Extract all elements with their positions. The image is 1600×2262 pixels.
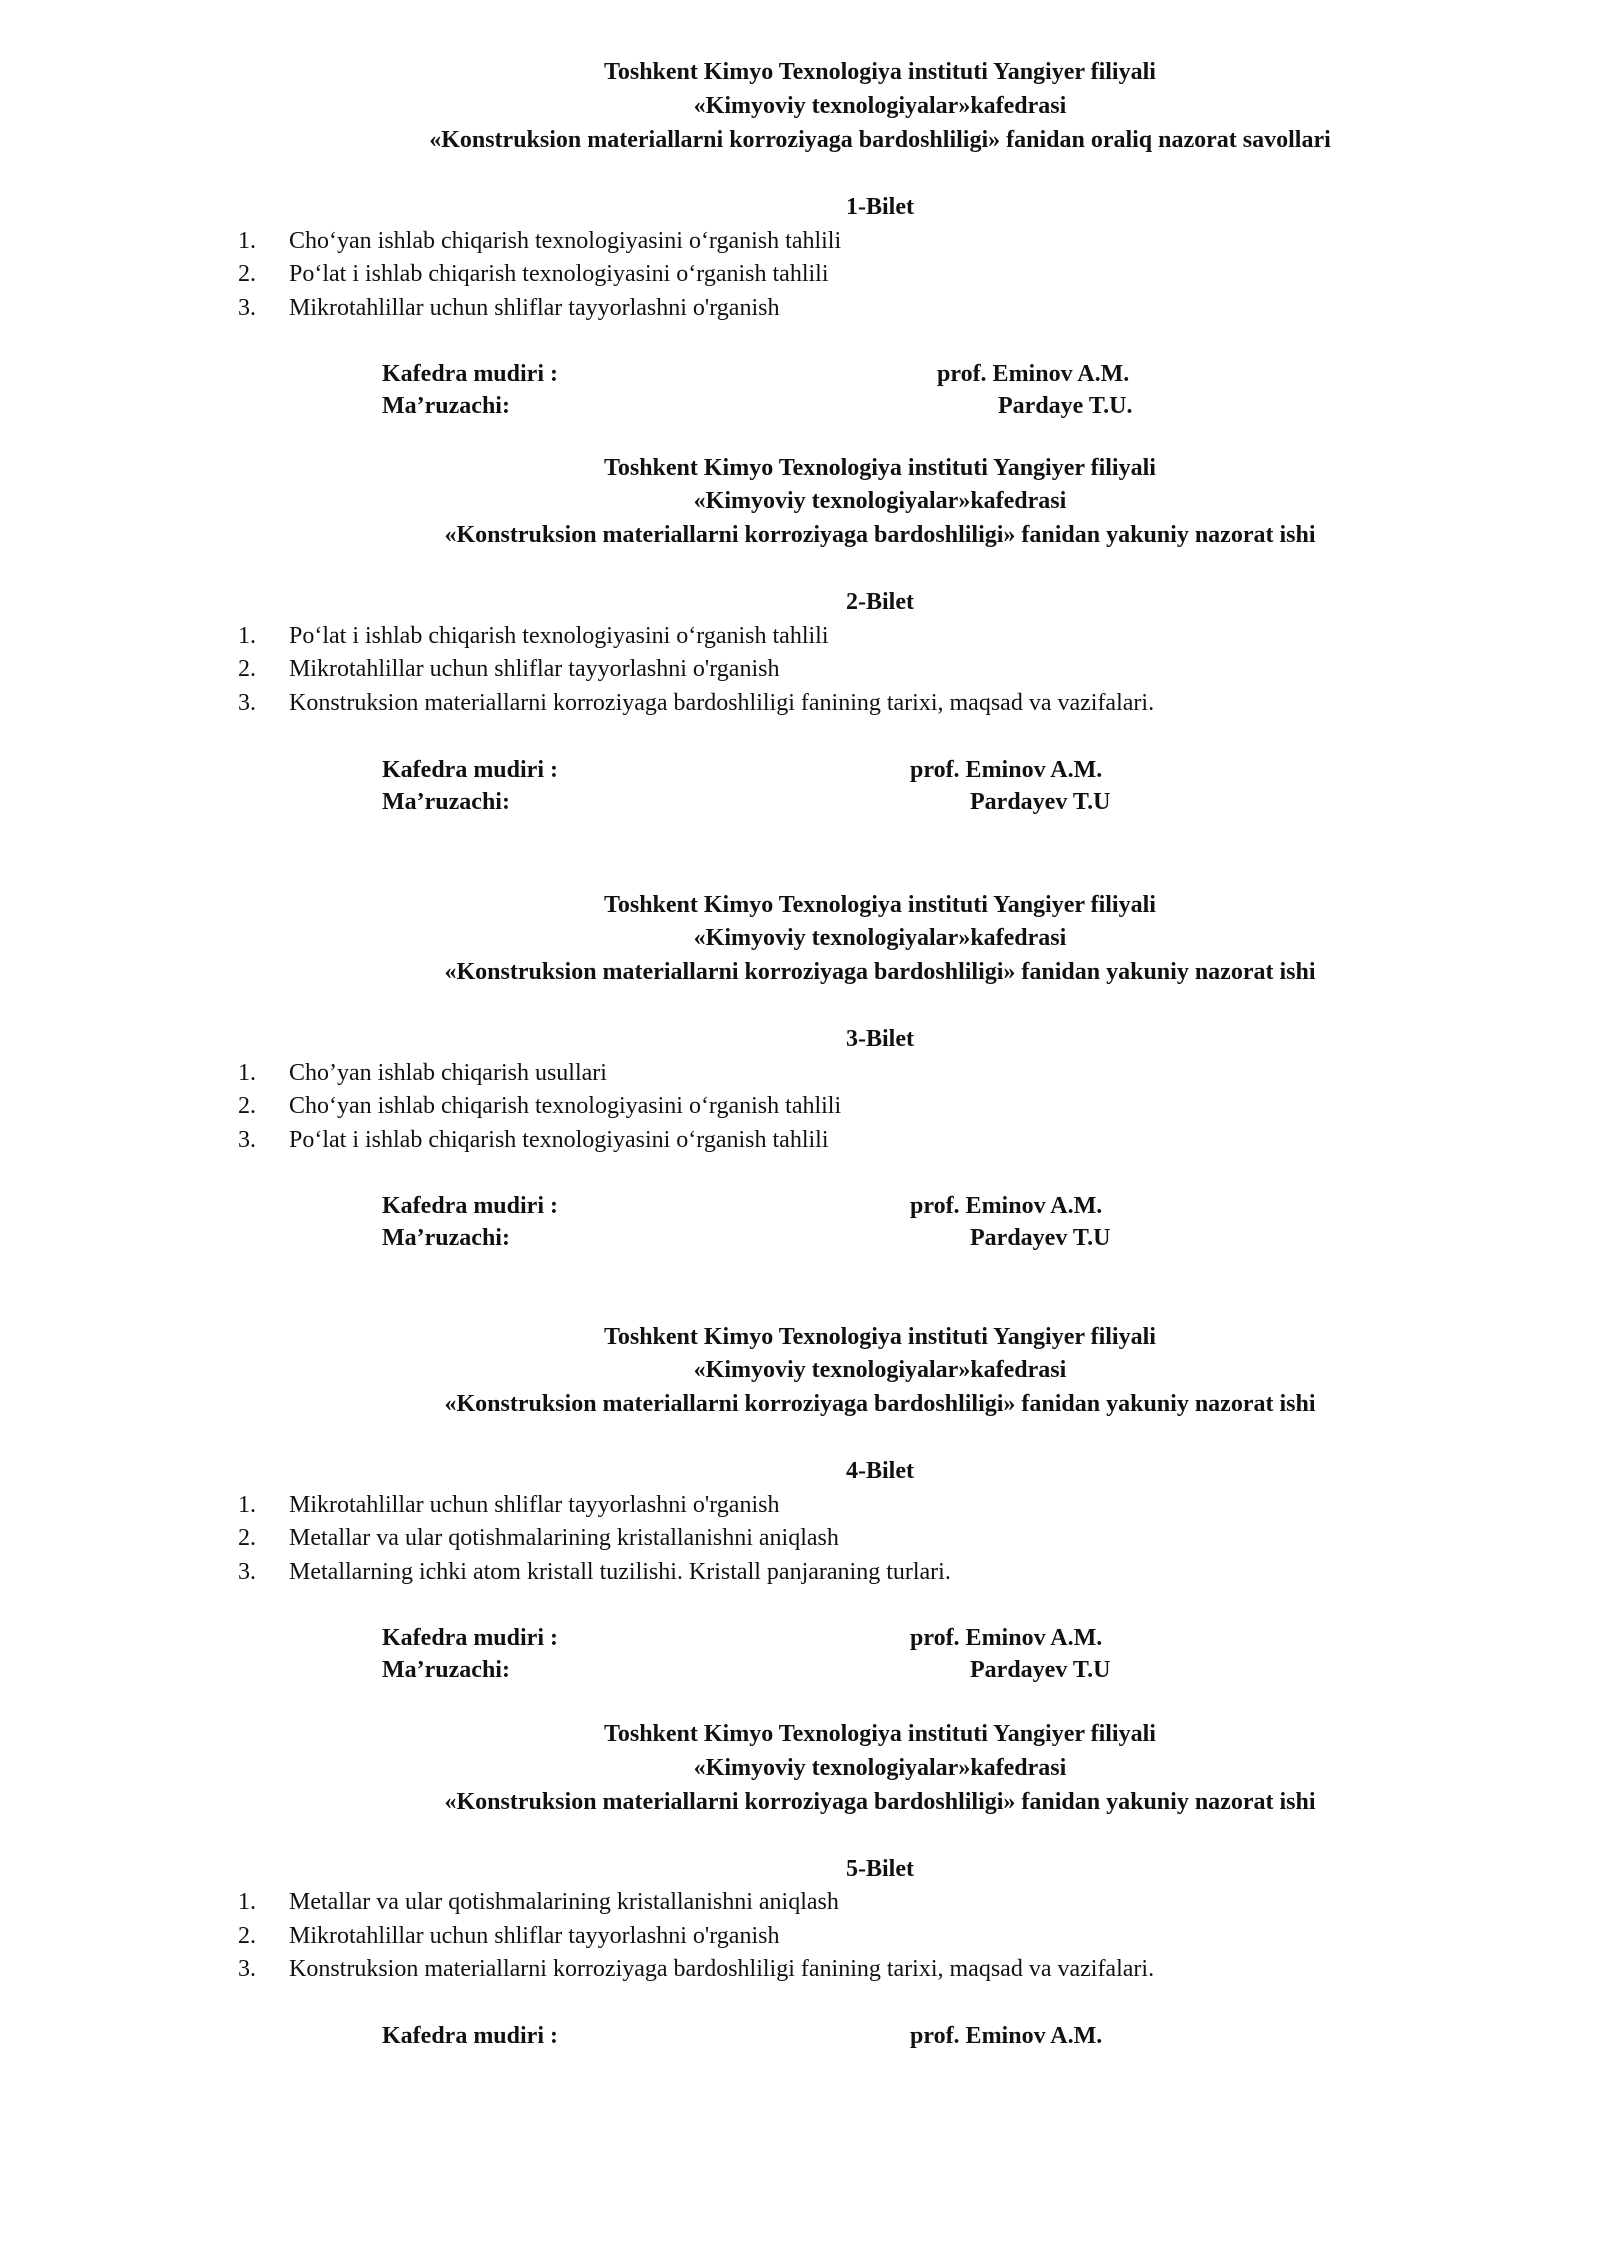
lecturer-label: Ma’ruzachi: bbox=[382, 789, 510, 815]
question-number: 3. bbox=[238, 1559, 256, 1585]
question-text: Cho‘yan ishlab chiqarish texnologiyasini o‘rganish tahlili bbox=[289, 228, 842, 254]
question-number: 3. bbox=[238, 295, 256, 321]
question-number: 2. bbox=[238, 1525, 256, 1551]
question-text: Metallar va ular qotishmalarining kristallanishni aniqlash bbox=[289, 1889, 839, 1915]
institute-title: Toshkent Kimyo Texnologiya instituti Yangiyer filiyali bbox=[604, 892, 1156, 918]
department-title: «Kimyoviy texnologiyalar»kafedrasi bbox=[693, 1357, 1067, 1383]
question-number: 2. bbox=[238, 656, 256, 682]
question-text: Po‘lat i ishlab chiqarish texnologiyasini o‘rganish tahlili bbox=[289, 261, 829, 287]
question-number: 1. bbox=[238, 228, 256, 254]
question-text: Konstruksion materiallarni korroziyaga bardoshliligi fanining tarixi, maqsad va vazifalari. bbox=[289, 690, 1155, 716]
head-of-department-label: Kafedra mudiri : bbox=[382, 2023, 558, 2049]
ticket-title: 5-Bilet bbox=[846, 1856, 914, 1882]
question-number: 2. bbox=[238, 261, 256, 287]
lecturer-name: Pardaye T.U. bbox=[998, 393, 1133, 419]
question-number: 2. bbox=[238, 1093, 256, 1119]
question-number: 3. bbox=[238, 690, 256, 716]
lecturer-name: Pardayev T.U bbox=[970, 789, 1111, 815]
head-of-department-label: Kafedra mudiri : bbox=[382, 1193, 558, 1219]
question-text: Po‘lat i ishlab chiqarish texnologiyasini o‘rganish tahlili bbox=[289, 623, 829, 649]
head-of-department-name: prof. Eminov A.M. bbox=[910, 1193, 1103, 1219]
head-of-department-label: Kafedra mudiri : bbox=[382, 757, 558, 783]
question-number: 3. bbox=[238, 1956, 256, 1982]
department-title: «Kimyoviy texnologiyalar»kafedrasi bbox=[693, 488, 1067, 514]
lecturer-label: Ma’ruzachi: bbox=[382, 1657, 510, 1683]
question-number: 1. bbox=[238, 623, 256, 649]
subject-title: «Konstruksion materiallarni korroziyaga bardoshliligi» fanidan oraliq nazorat savollari bbox=[429, 127, 1331, 153]
question-text: Mikrotahlillar uchun shliflar tayyorlashni o'rganish bbox=[289, 1923, 780, 1949]
question-text: Mikrotahlillar uchun shliflar tayyorlashni o'rganish bbox=[289, 656, 780, 682]
head-of-department-name: prof. Eminov A.M. bbox=[910, 757, 1103, 783]
subject-title: «Konstruksion materiallarni korroziyaga bardoshliligi» fanidan yakuniy nazorat ishi bbox=[444, 959, 1316, 985]
question-text: Cho’yan ishlab chiqarish usullari bbox=[289, 1060, 607, 1086]
question-number: 2. bbox=[238, 1923, 256, 1949]
head-of-department-label: Kafedra mudiri : bbox=[382, 1625, 558, 1651]
ticket-title: 4-Bilet bbox=[846, 1458, 914, 1484]
question-number: 1. bbox=[238, 1492, 256, 1518]
lecturer-label: Ma’ruzachi: bbox=[382, 393, 510, 419]
question-number: 3. bbox=[238, 1127, 256, 1153]
question-text: Po‘lat i ishlab chiqarish texnologiyasini o‘rganish tahlili bbox=[289, 1127, 829, 1153]
department-title: «Kimyoviy texnologiyalar»kafedrasi bbox=[693, 93, 1067, 119]
lecturer-label: Ma’ruzachi: bbox=[382, 1225, 510, 1251]
question-text: Konstruksion materiallarni korroziyaga bardoshliligi fanining tarixi, maqsad va vazifalari. bbox=[289, 1956, 1155, 1982]
institute-title: Toshkent Kimyo Texnologiya instituti Yangiyer filiyali bbox=[604, 1721, 1156, 1747]
question-number: 1. bbox=[238, 1889, 256, 1915]
lecturer-name: Pardayev T.U bbox=[970, 1225, 1111, 1251]
question-text: Mikrotahlillar uchun shliflar tayyorlashni o'rganish bbox=[289, 1492, 780, 1518]
head-of-department-name: prof. Eminov A.M. bbox=[910, 2023, 1103, 2049]
question-text: Mikrotahlillar uchun shliflar tayyorlashni o'rganish bbox=[289, 295, 780, 321]
ticket-title: 3-Bilet bbox=[846, 1026, 914, 1052]
institute-title: Toshkent Kimyo Texnologiya instituti Yangiyer filiyali bbox=[604, 455, 1156, 481]
head-of-department-label: Kafedra mudiri : bbox=[382, 361, 558, 387]
department-title: «Kimyoviy texnologiyalar»kafedrasi bbox=[693, 1755, 1067, 1781]
subject-title: «Konstruksion materiallarni korroziyaga bardoshliligi» fanidan yakuniy nazorat ishi bbox=[444, 1391, 1316, 1417]
lecturer-name: Pardayev T.U bbox=[970, 1657, 1111, 1683]
ticket-title: 2-Bilet bbox=[846, 589, 914, 615]
subject-title: «Konstruksion materiallarni korroziyaga bardoshliligi» fanidan yakuniy nazorat ishi bbox=[444, 522, 1316, 548]
question-text: Metallar va ular qotishmalarining kristallanishni aniqlash bbox=[289, 1525, 839, 1551]
question-text: Cho‘yan ishlab chiqarish texnologiyasini o‘rganish tahlili bbox=[289, 1093, 842, 1119]
question-text: Metallarning ichki atom kristall tuzilishi. Kristall panjaraning turlari. bbox=[289, 1559, 951, 1585]
ticket-title: 1-Bilet bbox=[846, 194, 914, 220]
department-title: «Kimyoviy texnologiyalar»kafedrasi bbox=[693, 925, 1067, 951]
institute-title: Toshkent Kimyo Texnologiya instituti Yangiyer filiyali bbox=[604, 59, 1156, 85]
institute-title: Toshkent Kimyo Texnologiya instituti Yangiyer filiyali bbox=[604, 1324, 1156, 1350]
subject-title: «Konstruksion materiallarni korroziyaga bardoshliligi» fanidan yakuniy nazorat ishi bbox=[444, 1789, 1316, 1815]
question-number: 1. bbox=[238, 1060, 256, 1086]
head-of-department-name: prof. Eminov A.M. bbox=[910, 1625, 1103, 1651]
head-of-department-name: prof. Eminov A.M. bbox=[937, 361, 1130, 387]
